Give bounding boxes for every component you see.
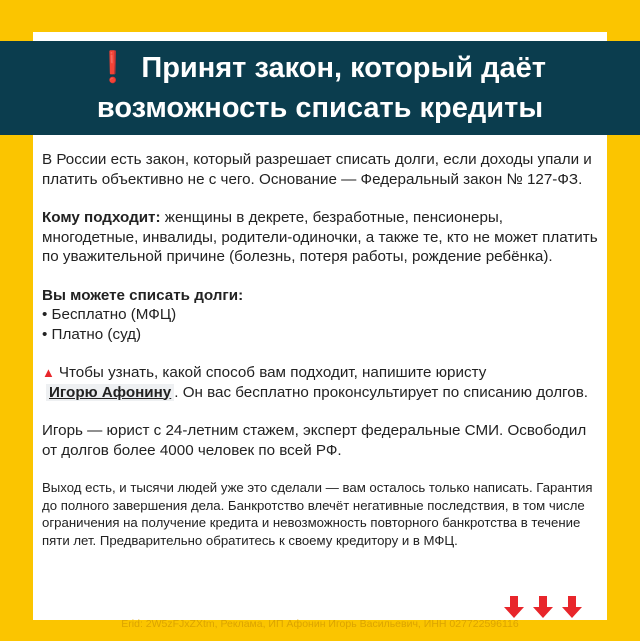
option-free: • Бесплатно (МФЦ) xyxy=(42,306,177,323)
arrows-group xyxy=(504,596,582,618)
contact-paragraph xyxy=(42,363,602,402)
contact-text-1: Чтобы узнать, какой способ вам подходит, напишите юристу xyxy=(58,364,487,381)
options-block xyxy=(42,286,602,345)
audience-label: Кому подходит: xyxy=(42,209,161,226)
ad-disclosure: Erid: 2W5zFJxZXtm, Реклама, ИП Афонин Игорь Васильевич, ИНН 027722596116 xyxy=(121,618,519,630)
headline-line-1 xyxy=(94,48,546,88)
options-label: Вы можете списать долги: xyxy=(42,286,244,304)
ad-body xyxy=(42,150,602,549)
warning-triangle-icon: ▲ xyxy=(42,365,55,380)
audience-text: женщины в декрете, безработные, пенсионеры, многодетные, инвалиды, родители-одиночки, а также те, кто не может платить по уважительной причине (болезнь, потеря работы, рождение ребёнка). xyxy=(42,209,598,265)
headline-banner xyxy=(0,41,640,135)
intro-paragraph: В России есть закон, который разрешает списать долги, если доходы упали и платить объективно не с чего. Основание — Федеральный закон № 127-ФЗ. xyxy=(42,151,592,188)
down-arrow-icon xyxy=(504,596,524,618)
down-arrow-icon xyxy=(533,596,553,618)
contact-text-2: . Он вас бесплатно проконсультирует по списанию долгов. xyxy=(174,383,588,401)
down-arrow-icon xyxy=(562,596,582,618)
headline-text-1: Принят закон, который даёт xyxy=(141,52,546,84)
headline-text-2: возможность списать кредиты xyxy=(96,92,544,124)
audience-paragraph xyxy=(42,208,602,267)
disclaimer: Выход есть, и тысячи людей уже это сделали — вам осталось только написать. Гарантия до полного завершения дела. Банкротство влечёт негативные последствия, в том числе ограничения на получение кредита и невозможность повторного банкротства в течение пяти лет. Предварительно обратитесь к своему кредитору и в МФЦ. xyxy=(42,480,593,548)
exclamation-icon: ❗ xyxy=(94,51,132,84)
lawyer-link[interactable]: Игорю Афонину xyxy=(46,384,174,401)
option-paid: • Платно (суд) xyxy=(42,325,142,343)
lawyer-bio: Игорь — юрист с 24-летним стажем, эксперт федеральные СМИ. Освободил от долгов более 4000 человек по всей РФ. xyxy=(42,422,587,459)
